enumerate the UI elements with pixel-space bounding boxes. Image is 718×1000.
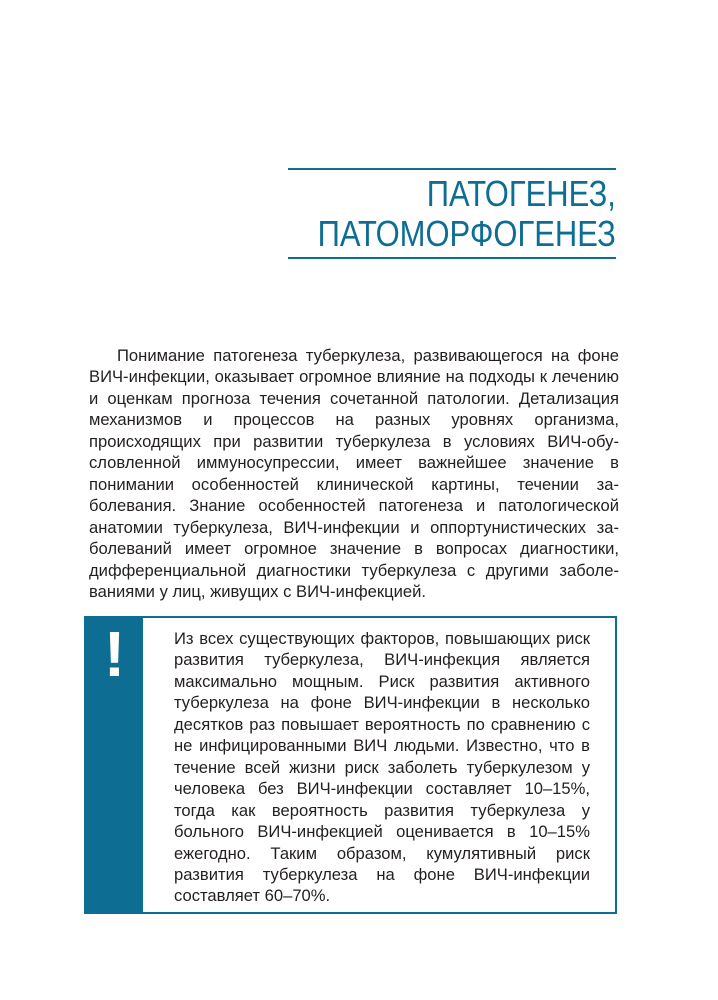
intro-paragraph: Понимание патогенеза туберкулеза, развивающегося на фоне ВИЧ-инфекции, оказывает огромное влияние на подходы к лечению и оценкам прогноза течения сочетанной патологии. Детализация механизмов и процессов на разных уровнях организма, происходящих при развитии туберкулеза в условиях ВИЧ-обусловленной иммуносупрессии, имеет важнейшее значение в понимании особенностей клинической картины, течении заболевания. Знание особенностей патогенеза и патологической анатомии туберкулеза, ВИЧ-инфекции и оппортунистических заболеваний имеет огромное значение в вопросах диагностики, дифференциальной диагностики туберкулеза с другими заболеваниями у лиц, живущих с ВИЧ-инфекцией. bbox=[89, 346, 619, 601]
chapter-title-line-2: ПАТОМОРФОГЕНЕЗ bbox=[317, 213, 616, 254]
callout-text: Из всех существующих факторов, повышающих риск развития туберкулеза, ВИЧ-инфекция является максимально мощным. Риск развития активного туберкулеза на фоне ВИЧ-инфекции в несколько десятков раз повышает вероятность по сравнению с не инфицированными ВИЧ людьми. Известно, что в течение всей жизни риск заболеть туберкулезом у человека без ВИЧ-инфекции составляет 10–15%, тогда как вероятность развития туберкулеза у больного ВИЧ-инфекцией оценивается в 10–15% ежегодно. Таким образом, кумулятивный риск развития туберкулеза на фоне ВИЧ-инфекции составляет 60–70%. bbox=[174, 629, 590, 906]
chapter-title bbox=[318, 174, 616, 254]
exclamation-icon: ! bbox=[103, 618, 126, 690]
callout-accent-bar bbox=[86, 618, 143, 912]
chapter-title-line-1: ПАТОГЕНЕЗ, bbox=[426, 173, 616, 214]
important-callout-box bbox=[84, 616, 617, 914]
heading-bottom-rule bbox=[288, 257, 616, 259]
heading-top-rule bbox=[288, 168, 616, 170]
chapter-heading-block bbox=[288, 168, 616, 259]
